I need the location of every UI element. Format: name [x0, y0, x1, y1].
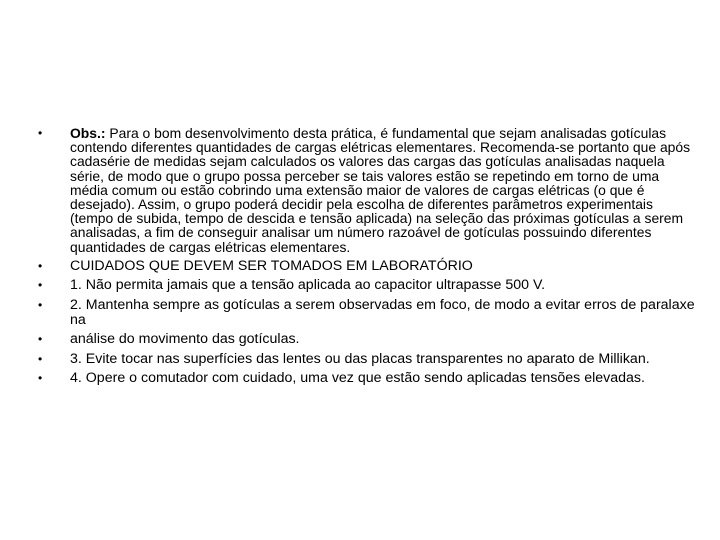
bullet-dot: •	[38, 126, 43, 140]
list-item-text: 2. Mantenha sempre as gotículas a serem observadas em foco, de modo a evitar erros de paralaxe na	[70, 297, 695, 328]
list-item	[38, 352, 698, 367]
obs-text: Para o bom desenvolvimento desta prática, é fundamental que sejam analisadas gotículas contendo diferentes quantidades de cargas elétricas elementares. Recomenda-se portanto que após cadasérie de medidas sejam calculados os valores das cargas das gotículas analisadas naquela série, de modo que o grupo possa perceber se tais valores estão se repetindo em torno de uma média comum ou estão cobrindo uma extensão maior de valores de cargas elétricas (o que é desejado). Assim, o grupo poderá decidir pela escolha de diferentes parâmetros experimentais (tempo de subida, tempo de descida e tensão aplicada) na seleção das próximas gotículas a serem analisadas, a fim de conseguir analisar um número razoável de gotículas possuindo diferentes quantidades de cargas elétricas elementares.	[70, 125, 691, 255]
bullet-dot: •	[38, 258, 43, 273]
list-item	[38, 278, 698, 293]
obs-label: Obs.:	[70, 125, 106, 141]
bullet-dot: •	[38, 332, 43, 347]
list-item-obs	[38, 126, 698, 254]
bullet-dot: •	[38, 298, 43, 313]
bullet-dot: •	[38, 351, 43, 366]
bullet-list	[38, 126, 698, 391]
list-item-text: CUIDADOS QUE DEVEM SER TOMADOS EM LABORATÓRIO	[70, 257, 473, 274]
bullet-dot: •	[38, 371, 43, 386]
list-item-text: análise do movimento das gotículas.	[70, 331, 300, 348]
list-item-text: 3. Evite tocar nas superfícies das lentes ou das placas transparentes no aparato de Millikan.	[70, 350, 650, 367]
bullet-dot: •	[38, 278, 43, 293]
list-item	[38, 332, 698, 347]
list-item	[38, 298, 698, 327]
obs-paragraph	[70, 126, 698, 254]
list-item	[38, 371, 698, 386]
list-item-text: 1. Não permita jamais que a tensão aplicada ao capacitor ultrapasse 500 V.	[70, 277, 546, 294]
list-item-heading	[38, 259, 698, 274]
list-item-text: 4. Opere o comutador com cuidado, uma vez que estão sendo aplicadas tensões elevadas.	[70, 370, 645, 387]
